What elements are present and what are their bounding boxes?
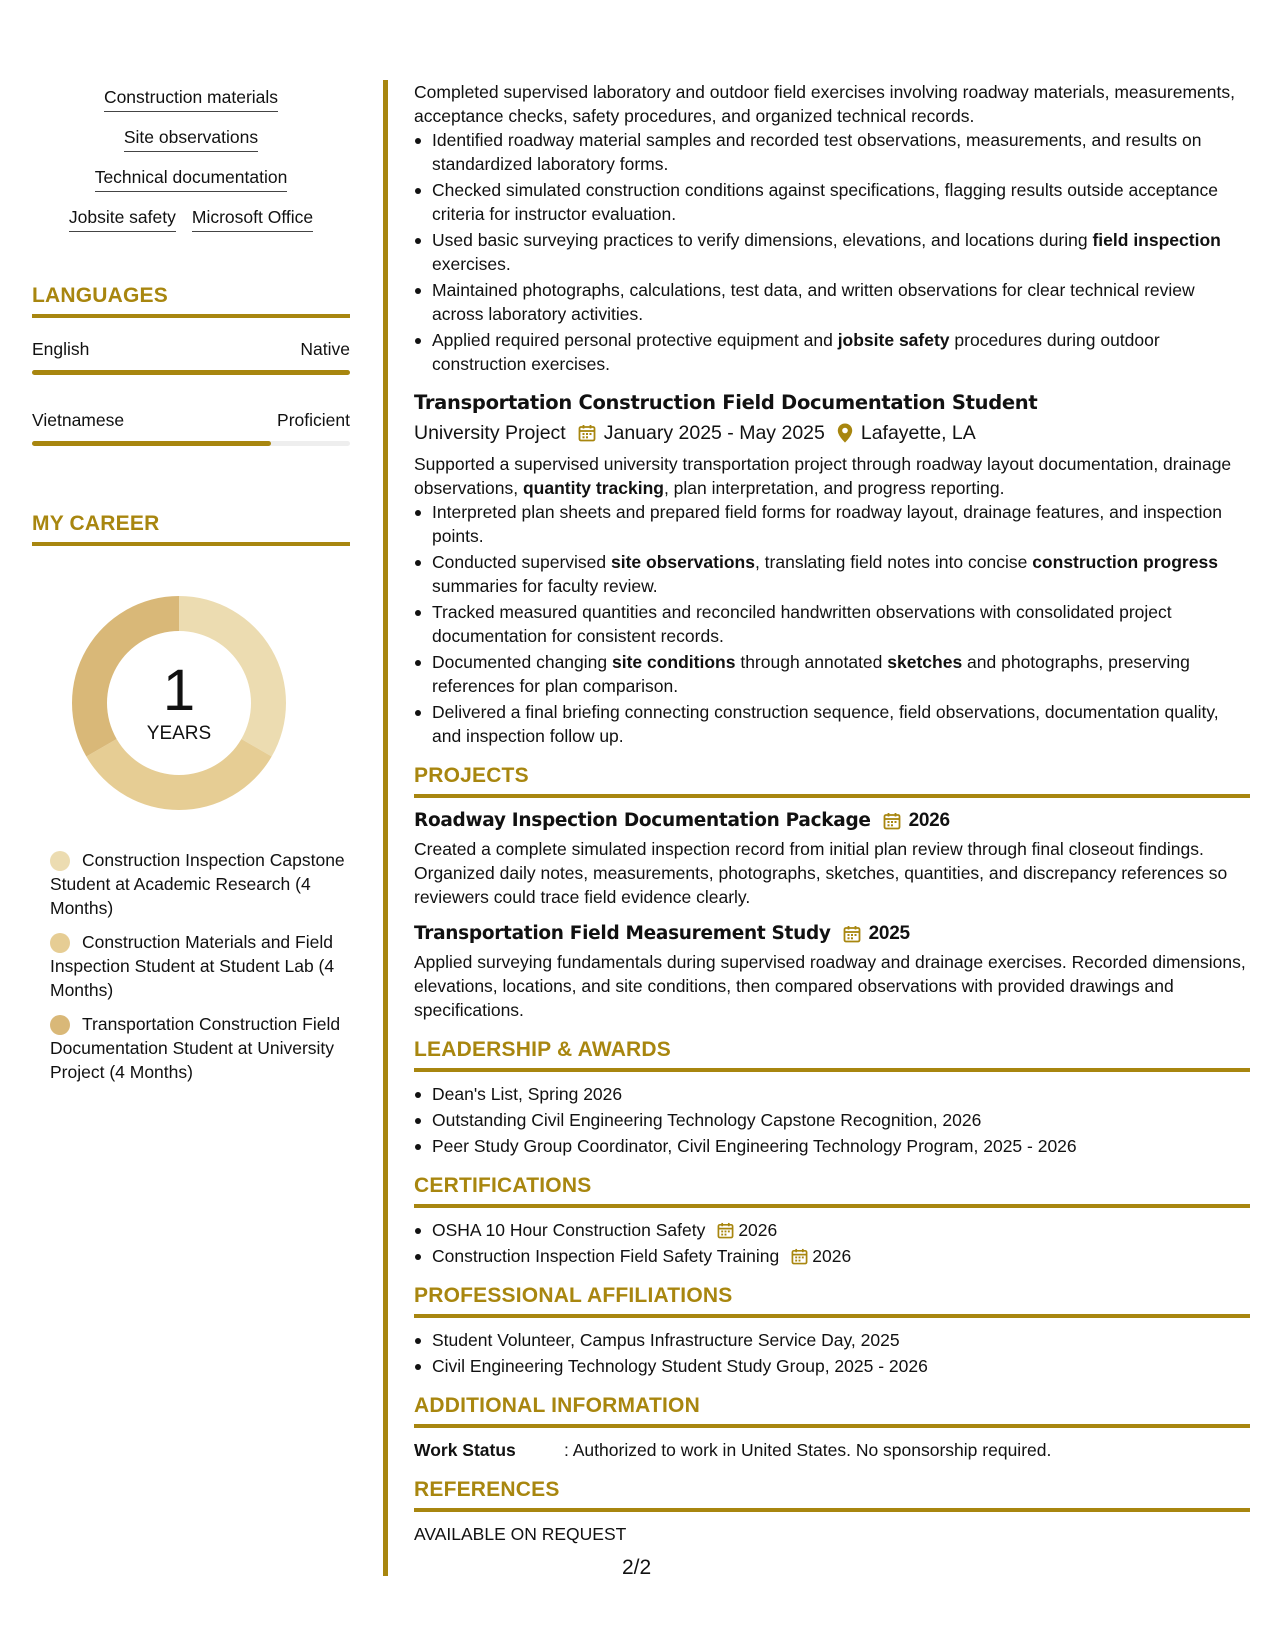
career-heading: MY CAREER: [32, 512, 350, 546]
career-legend-text: Construction Inspection Capstone Student at Academic Research (4 Months): [50, 850, 345, 918]
bullet-item: Interpreted plan sheets and prepared field forms for roadway layout, drainage features, and inspection points.: [414, 500, 1250, 548]
experience-bullets: [414, 128, 1250, 376]
skills-list: [32, 80, 350, 232]
bullet-item: Conducted supervised site observations, translating field notes into concise construction progress summaries for faculty review.: [414, 550, 1250, 598]
certification-year: 2026: [812, 1246, 852, 1266]
skill-tag: Site observations: [124, 126, 258, 152]
calendar-icon: [883, 812, 901, 830]
job-bullets: [414, 500, 1250, 748]
experience-intro: Completed supervised laboratory and outdoor field exercises involving roadway materials, measurements, acceptance checks, safety procedures, and organized technical records.: [414, 82, 1235, 126]
project-name: Transportation Field Measurement Study: [414, 923, 831, 944]
career-donut-chart: [64, 588, 294, 818]
work-status-value: : Authorized to work in United States. No sponsorship required.: [564, 1440, 1052, 1460]
bullet-item: Maintained photographs, calculations, test data, and written observations for clear technical review across laboratory activities.: [414, 278, 1250, 326]
affiliations-heading: PROFESSIONAL AFFILIATIONS: [414, 1284, 1250, 1318]
career-legend: [32, 848, 350, 1084]
legend-dot: [50, 851, 70, 871]
project-year: 2025: [868, 923, 910, 944]
language-name: English: [32, 339, 90, 359]
career-legend-item: [50, 1012, 350, 1084]
calendar-icon: [717, 1222, 734, 1239]
skill-tag: Construction materials: [104, 86, 278, 112]
project-item: [414, 808, 1250, 909]
work-status-label: Work Status: [414, 1440, 516, 1460]
awards-heading: LEADERSHIP & AWARDS: [414, 1038, 1250, 1072]
languages-heading: LANGUAGES: [32, 284, 350, 318]
affiliation-item: Student Volunteer, Campus Infrastructure Service Day, 2025: [414, 1328, 1250, 1352]
job-org: University Project: [414, 422, 566, 444]
career-legend-item: [50, 930, 350, 1002]
certification-name: Construction Inspection Field Safety Training: [432, 1246, 780, 1266]
bullet-item: Applied required personal protective equipment and jobsite safety procedures during outdoor construction exercises.: [414, 328, 1250, 376]
legend-dot: [50, 1015, 70, 1035]
job-dates: January 2025 - May 2025: [603, 422, 825, 444]
skill-tag: Technical documentation: [95, 166, 288, 192]
project-description: Created a complete simulated inspection record from initial plan review through final closeout findings. Organized daily notes, measurements, photographs, sketches, quantities, and discrepancy references so reviewers could trace field evidence clearly.: [414, 839, 1228, 907]
bullet-item: Checked simulated construction conditions against specifications, flagging results outside acceptance criteria for instructor evaluation.: [414, 178, 1250, 226]
certification-year: 2026: [738, 1220, 778, 1240]
bullet-item: Used basic surveying practices to verify dimensions, elevations, and locations during field inspection exercises.: [414, 228, 1250, 276]
language-level: Native: [300, 339, 350, 359]
project-description: Applied surveying fundamentals during supervised roadway and drainage exercises. Recorded dimensions, elevations, locations, and site conditions, then compared observations with provided drawings and specifications.: [414, 952, 1246, 1020]
bullet-item: Delivered a final briefing connecting construction sequence, field observations, documentation quality, and inspection follow up.: [414, 700, 1250, 748]
language-bar: [32, 441, 350, 446]
calendar-icon: [843, 925, 861, 943]
certifications-heading: CERTIFICATIONS: [414, 1174, 1250, 1208]
references-text: AVAILABLE ON REQUEST: [414, 1524, 627, 1544]
calendar-icon: [791, 1248, 808, 1265]
language-bar-fill: [32, 441, 271, 446]
column-divider: [383, 80, 388, 1576]
career-legend-item: [50, 848, 350, 920]
project-item: [414, 921, 1250, 1022]
award-item: Outstanding Civil Engineering Technology Capstone Recognition, 2026: [414, 1108, 1250, 1132]
career-total-number: 1: [162, 658, 196, 723]
affiliations-list: [414, 1328, 1250, 1378]
language-name: Vietnamese: [32, 410, 125, 430]
project-year: 2026: [908, 810, 950, 831]
location-pin-icon: [837, 423, 853, 443]
certification-item: [414, 1218, 1250, 1242]
additional-info-heading: ADDITIONAL INFORMATION: [414, 1394, 1250, 1428]
skill-tag: Microsoft Office: [192, 206, 313, 232]
page-number: 2/2: [622, 1556, 652, 1579]
job-location: Lafayette, LA: [860, 422, 976, 444]
bullet-item: Tracked measured quantities and reconciled handwritten observations with consolidated project documentation for consistent records.: [414, 600, 1250, 648]
work-status-row: [414, 1438, 1250, 1462]
right-column: [414, 80, 1250, 1546]
project-header: [414, 921, 1250, 947]
legend-dot: [50, 933, 70, 953]
project-header: [414, 808, 1250, 834]
affiliation-item: Civil Engineering Technology Student Study Group, 2025 - 2026: [414, 1354, 1250, 1378]
job-intro: Supported a supervised university transportation project through roadway layout documentation, drainage observations, quantity tracking, plan interpretation, and progress reporting.: [414, 454, 1232, 498]
job-title: Transportation Construction Field Documentation Student: [414, 391, 1038, 414]
career-legend-text: Construction Materials and Field Inspection Student at Student Lab (4 Months): [50, 932, 335, 1000]
bullet-item: Identified roadway material samples and recorded test observations, measurements, and results on standardized laboratory forms.: [414, 128, 1250, 176]
left-column: [32, 80, 350, 1094]
language-bar: [32, 370, 350, 375]
awards-list: [414, 1082, 1250, 1158]
skill-tag: Jobsite safety: [69, 206, 176, 232]
bullet-item: Documented changing site conditions through annotated sketches and photographs, preserving references for plan comparison.: [414, 650, 1250, 698]
certifications-list: [414, 1218, 1250, 1268]
certification-item: [414, 1244, 1250, 1268]
award-item: Peer Study Group Coordinator, Civil Engineering Technology Program, 2025 - 2026: [414, 1134, 1250, 1158]
language-level: Proficient: [277, 410, 350, 430]
language-item: [32, 338, 350, 375]
career-total-unit: YEARS: [146, 723, 212, 744]
award-item: Dean's List, Spring 2026: [414, 1082, 1250, 1106]
certification-name: OSHA 10 Hour Construction Safety: [432, 1220, 706, 1240]
references-heading: REFERENCES: [414, 1478, 1250, 1512]
language-bar-fill: [32, 370, 350, 375]
career-donut-label: [64, 588, 294, 818]
career-legend-text: Transportation Construction Field Documentation Student at University Project (4 Months): [50, 1014, 341, 1082]
calendar-icon: [578, 424, 596, 442]
projects-heading: PROJECTS: [414, 764, 1250, 798]
project-name: Roadway Inspection Documentation Package: [414, 810, 871, 831]
language-item: [32, 409, 350, 446]
job-meta: [414, 420, 1250, 446]
